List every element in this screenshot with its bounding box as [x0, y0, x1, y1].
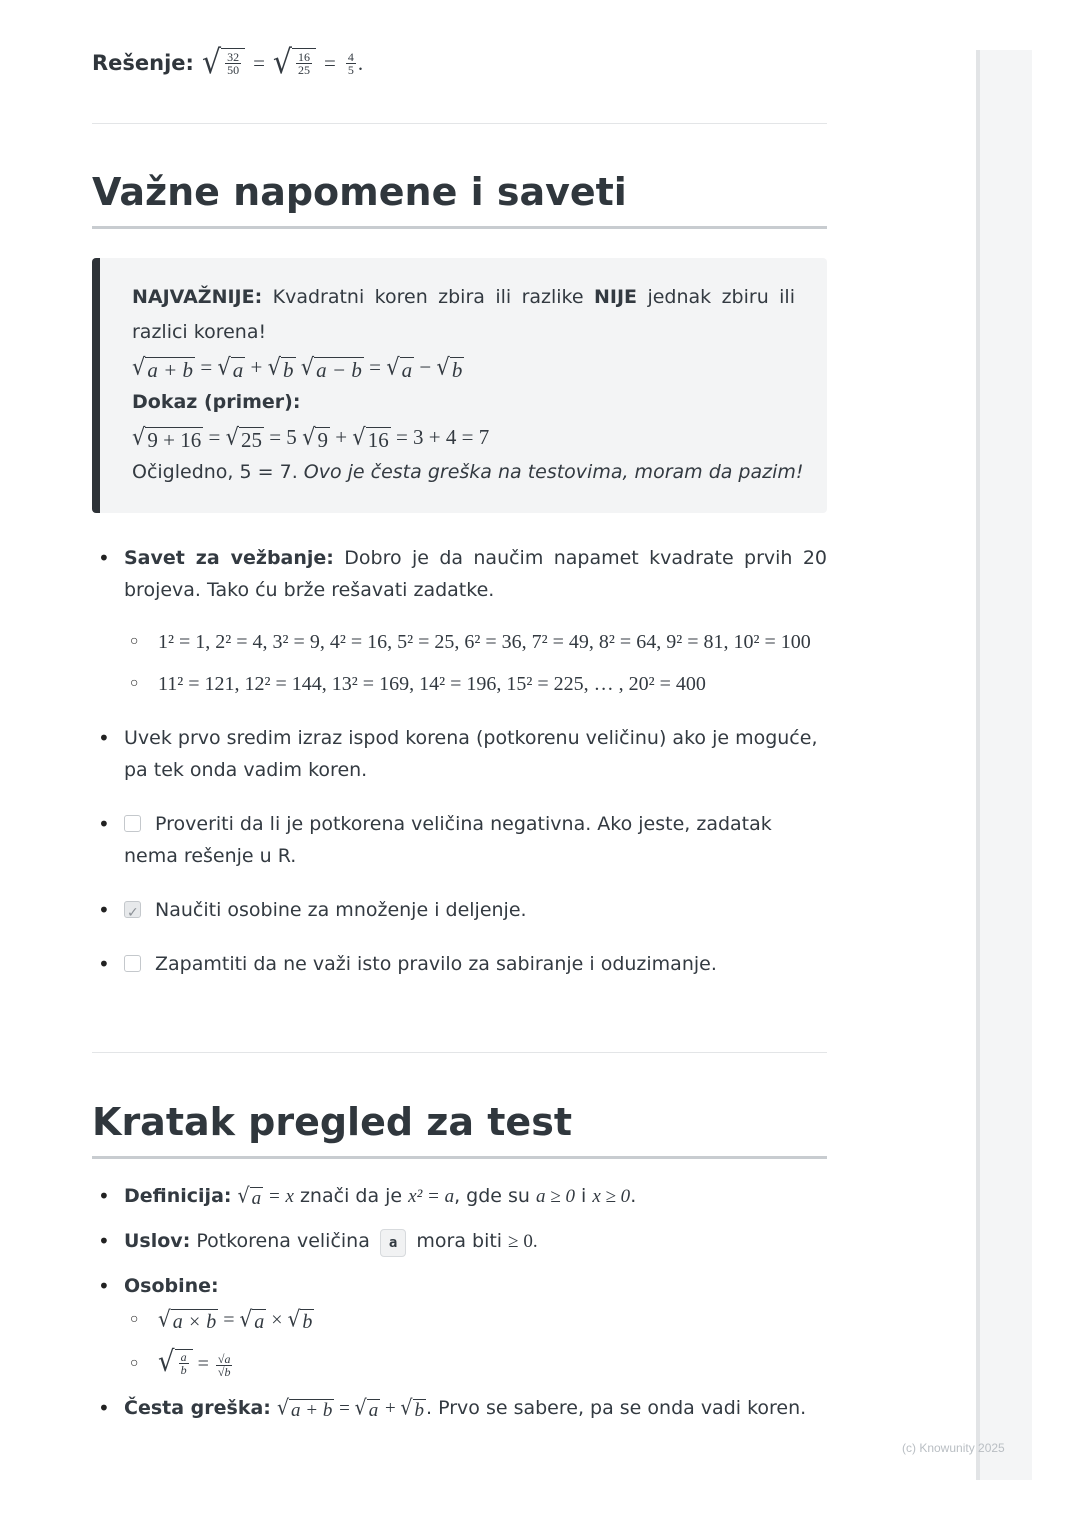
solution-label: Rešenje: [92, 51, 194, 75]
divider [92, 1052, 827, 1053]
callout-strong-label: NAJVAŽNIJE: [132, 286, 263, 308]
definition-item: • Definicija: √ a = x znači da je x² = a, gde su a ≥ 0 i x ≥ 0. [92, 1180, 827, 1213]
callout-nije: NIJE [594, 286, 638, 308]
squares-line-2: ○ 11² = 121, 12² = 144, 13² = 169, 14² = 196, 15² = 225, … , 20² = 400 [124, 668, 827, 700]
common-mistake-item: • Česta greška: √ a + b = √ a + √ b . Prvo se sabere, pa se onda vadi koren. [92, 1392, 827, 1425]
squares-line-1: ○ 1² = 1, 2² = 4, 3² = 9, 4² = 16, 5² = 25, 6² = 36, 7² = 49, 8² = 64, 9² = 81, 10² = 100 [124, 626, 827, 658]
squares-sublist [124, 626, 827, 700]
important-callout: NAJVAŽNIJE: Kvadratni koren zbira ili razlike NIJE jednak zbiru ili razlici korena! √ a + b = √ a + √ b √ a − b = √ a − √ b Dokaz (primer): √ 9 + 16 = √ 25 = 5 √ 9 + √ 16 = 3 + 4 = 7 Očigledno, 5 = 7. Ovo je česta greška na testovima, moram da pazim! [92, 258, 827, 513]
condition-item: • Uslov: Potkorena veličina a mora biti ≥ 0. [92, 1225, 827, 1258]
sqrt-fraction-2: √ $\frac{16}{25}$ [273, 48, 316, 78]
result-fraction: $\frac{4}{5}$ [347, 49, 354, 77]
obvious-line: Očigledno, 5 = 7. Ovo je česta greška na testovima, moram da pazim! [132, 461, 804, 483]
properties-item: • Osobine: ○ √ a × b = √ a × √ b ○ √ $\frac{a}{b}$ = $\frac{√a}{√b}$ [92, 1270, 827, 1380]
task-item-2: ✓• Naučiti osobine za množenje i deljenje. [92, 894, 827, 926]
properties-sublist [124, 1304, 827, 1380]
checkbox-checked[interactable] [124, 901, 141, 918]
divider [92, 123, 827, 124]
tips-list [92, 542, 827, 980]
proof-line: √ 9 + 16 = √ 25 = 5 √ 9 + √ 16 = 3 + 4 = 7 [132, 423, 490, 452]
property-product: ○ √ a × b = √ a × √ b [124, 1304, 827, 1336]
formula-line: √ a + b = √ a + √ b √ a − b = √ a − √ b [132, 353, 463, 382]
solution-line: Rešenje: √ $\frac{32}{50}$ = √ $\frac{16}{25}$ = $\frac{4}{5}$ . [92, 43, 364, 82]
list-item: • Uvek prvo sredim izraz ispod korena (potkorenu veličinu) ako je moguće, pa tek onda vadim koren. [92, 722, 827, 786]
task-item-1: • Proveriti da li je potkorena veličina negativna. Ako jeste, zadatak nema rešenje u R. [92, 808, 827, 872]
checkbox-unchecked[interactable] [124, 815, 141, 832]
task-item-3: • Zapamtiti da ne važi isto pravilo za sabiranje i oduzimanje. [92, 948, 827, 980]
property-quotient: ○ √ $\frac{a}{b}$ = $\frac{√a}{√b}$ [124, 1348, 827, 1380]
sqrt-fraction-1: √ $\frac{32}{50}$ [202, 48, 245, 78]
right-sidebar [976, 50, 1032, 1480]
proof-label: Dokaz (primer): [132, 391, 301, 413]
list-item: • Savet za vežbanje: Dobro je da naučim napamet kvadrate prvih 20 brojeva. Tako ću brže rešavati zadatke. ○ 1² = 1, 2² = 4, 3² = 9, 4² = 16, 5² = 25, 6² = 36, 7² = 49, 8² = 64, 9² = 81, 10² = 100 ○ 11² = 121, 12² = 144, 13² = 169, 14² = 196, 15² = 225, … , 20² = 400 [92, 542, 827, 700]
inline-code: a [380, 1229, 406, 1257]
checkbox-unchecked[interactable] [124, 955, 141, 972]
section-heading-napomene: Važne napomene i saveti [92, 170, 827, 229]
summary-list [92, 1180, 827, 1425]
section-heading-pregled: Kratak pregled za test [92, 1100, 827, 1159]
copyright-note: (c) Knowunity 2025 [902, 1441, 1005, 1455]
